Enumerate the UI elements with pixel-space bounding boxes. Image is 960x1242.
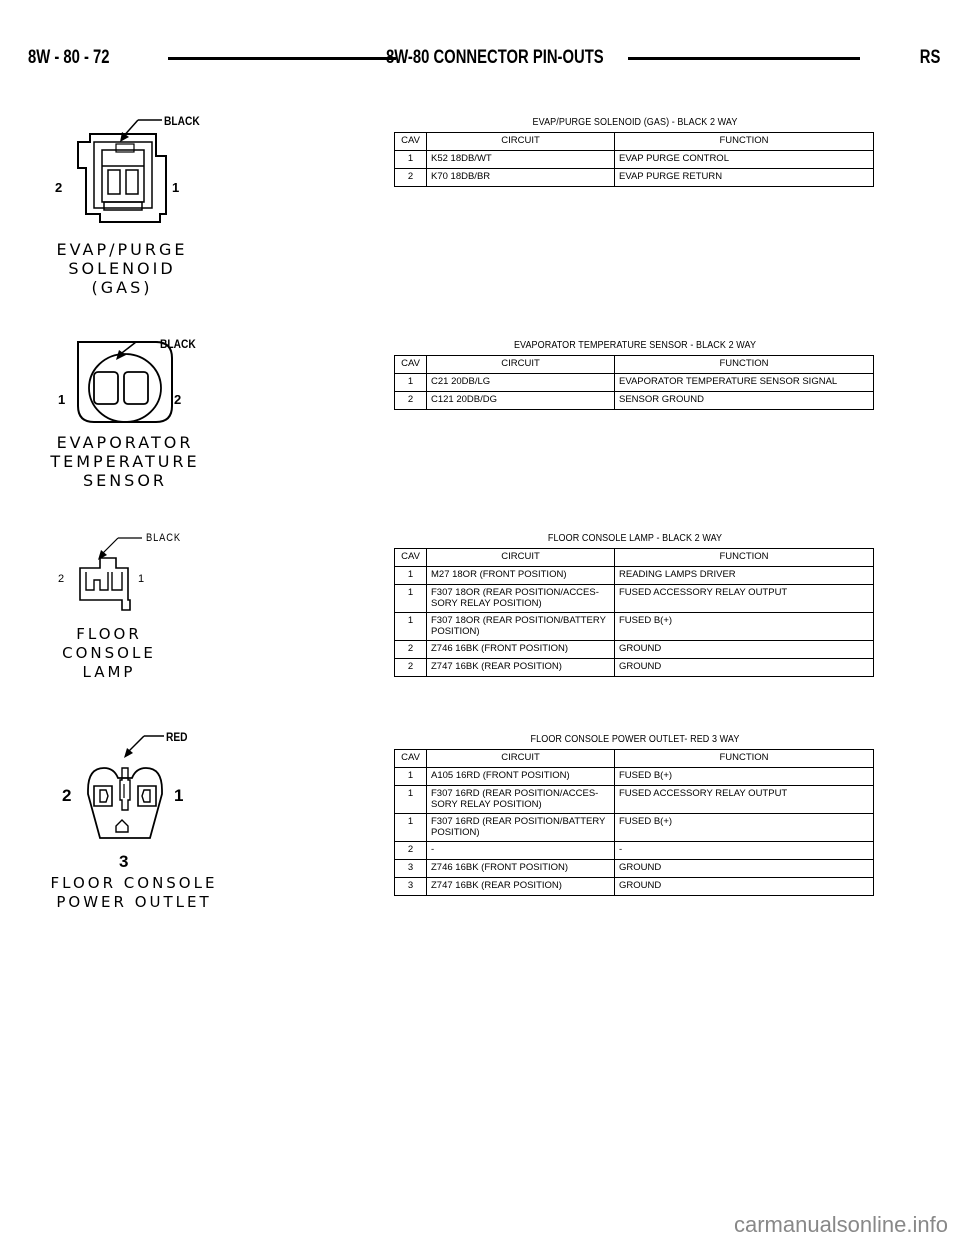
col-cav: CAV — [395, 133, 427, 151]
table-header-row — [395, 133, 874, 151]
header-rule-left — [168, 57, 396, 60]
cav-cell: 3 — [395, 878, 427, 896]
color-label: BLACK — [160, 337, 196, 351]
cav-cell: 3 — [395, 860, 427, 878]
table-row — [395, 169, 874, 187]
pin-label: 1 — [174, 786, 184, 805]
circuit-cell: A105 16RD (FRONT POSITION) — [427, 768, 615, 786]
evap-purge-connector-drawing — [60, 110, 210, 240]
drawing-label-line: (GAS) — [91, 278, 153, 297]
circuit-cell: Z747 16BK (REAR POSITION) — [427, 659, 615, 677]
col-cav: CAV — [395, 549, 427, 567]
drawing-label-line: EVAPORATOR — [56, 433, 194, 452]
pin-label: 3 — [119, 852, 129, 871]
circuit-cell: C21 20DB/LG — [427, 374, 615, 392]
function-cell: EVAP PURGE RETURN — [615, 169, 874, 187]
connector-title: EVAP/PURGE SOLENOID (GAS) - BLACK 2 WAY — [532, 117, 738, 128]
cav-cell: 1 — [395, 585, 427, 613]
cav-cell: 1 — [395, 786, 427, 814]
function-cell: GROUND — [615, 860, 874, 878]
function-cell: EVAPORATOR TEMPERATURE SENSOR SIGNAL — [615, 374, 874, 392]
pin-label: 1 — [58, 392, 66, 407]
table-header-row — [395, 750, 874, 768]
connector-title: FLOOR CONSOLE LAMP - BLACK 2 WAY — [547, 533, 723, 544]
table-row — [395, 659, 874, 677]
pin-label: 1 — [172, 180, 180, 195]
section-title: 8W-80 CONNECTOR PIN-OUTS — [386, 47, 604, 68]
function-cell: FUSED ACCESSORY RELAY OUTPUT — [615, 786, 874, 814]
col-function: FUNCTION — [615, 549, 874, 567]
circuit-cell: K70 18DB/BR — [427, 169, 615, 187]
col-circuit: CIRCUIT — [427, 549, 615, 567]
table-row — [395, 585, 874, 613]
floor-console-power-outlet-drawing — [60, 728, 210, 858]
col-function: FUNCTION — [615, 750, 874, 768]
drawing-label-line: SENSOR — [82, 471, 168, 490]
function-cell: EVAP PURGE CONTROL — [615, 151, 874, 169]
cav-cell: 2 — [395, 169, 427, 187]
col-circuit: CIRCUIT — [427, 133, 615, 151]
cav-cell: 2 — [395, 392, 427, 410]
function-cell: FUSED B(+) — [615, 814, 874, 842]
table-row — [395, 814, 874, 842]
drawing-label — [44, 874, 224, 912]
circuit-cell: F307 16RD (REAR POSITION/ACCES- SORY RELAY POSITION) — [427, 786, 615, 814]
pinout-table — [394, 355, 874, 410]
circuit-cell: C121 20DB/DG — [427, 392, 615, 410]
cav-cell: 2 — [395, 641, 427, 659]
pin-label: 2 — [55, 180, 63, 195]
drawing-label-line: FLOOR — [76, 625, 142, 643]
table-row — [395, 641, 874, 659]
col-function: FUNCTION — [615, 356, 874, 374]
drawing-label — [52, 240, 192, 297]
drawing-label-line: SOLENOID — [68, 259, 176, 278]
cav-cell: 1 — [395, 613, 427, 641]
function-cell: FUSED B(+) — [615, 613, 874, 641]
drawing-label-line: CONSOLE — [62, 644, 156, 662]
table-header-row — [395, 356, 874, 374]
pin-label: 2 — [62, 786, 72, 805]
model-code: RS — [919, 47, 940, 68]
drawing-label-line: EVAP/PURGE — [56, 240, 188, 259]
table-header-row — [395, 549, 874, 567]
connector-title: EVAPORATOR TEMPERATURE SENSOR - BLACK 2 WAY — [513, 340, 757, 351]
circuit-cell: F307 18OR (REAR POSITION/ACCES- SORY RELAY POSITION) — [427, 585, 615, 613]
circuit-cell: F307 16RD (REAR POSITION/BATTERY POSITION) — [427, 814, 615, 842]
col-cav: CAV — [395, 356, 427, 374]
col-circuit: CIRCUIT — [427, 750, 615, 768]
pin-label: 2 — [58, 573, 65, 585]
circuit-cell: Z746 16BK (FRONT POSITION) — [427, 860, 615, 878]
cav-cell: 1 — [395, 567, 427, 585]
col-function: FUNCTION — [615, 133, 874, 151]
cav-cell: 1 — [395, 374, 427, 392]
drawing-label-line: POWER OUTLET — [56, 893, 212, 911]
cav-cell: 1 — [395, 151, 427, 169]
floor-console-lamp-drawing — [60, 528, 210, 618]
pinout-table — [394, 548, 874, 677]
cav-cell: 2 — [395, 659, 427, 677]
watermark: carmanualsonline.info — [733, 1212, 948, 1237]
table-row — [395, 768, 874, 786]
circuit-cell: F307 18OR (REAR POSITION/BATTERY POSITION) — [427, 613, 615, 641]
cav-cell: 1 — [395, 768, 427, 786]
table-row — [395, 567, 874, 585]
table-row — [395, 374, 874, 392]
header-rule-right — [628, 57, 860, 60]
circuit-cell: M27 18OR (FRONT POSITION) — [427, 567, 615, 585]
drawing-label-line: FLOOR CONSOLE — [50, 874, 218, 892]
cav-cell: 1 — [395, 814, 427, 842]
function-cell: SENSOR GROUND — [615, 392, 874, 410]
drawing-label-line: TEMPERATURE — [50, 452, 200, 471]
circuit-cell: - — [427, 842, 615, 860]
page-number: 8W - 80 - 72 — [28, 47, 110, 68]
color-label: BLACK — [164, 114, 200, 128]
color-label: BLACK — [146, 532, 181, 544]
function-cell: - — [615, 842, 874, 860]
pin-label: 2 — [174, 392, 182, 407]
col-cav: CAV — [395, 750, 427, 768]
function-cell: FUSED B(+) — [615, 768, 874, 786]
function-cell: GROUND — [615, 878, 874, 896]
drawing-label — [50, 433, 200, 490]
page-header — [28, 47, 940, 71]
pinout-table — [394, 749, 874, 896]
pin-label: 1 — [138, 573, 145, 585]
pinout-table — [394, 132, 874, 187]
circuit-cell: Z747 16BK (REAR POSITION) — [427, 878, 615, 896]
cav-cell: 2 — [395, 842, 427, 860]
connector-title: FLOOR CONSOLE POWER OUTLET- RED 3 WAY — [530, 734, 740, 745]
drawing-label-line: LAMP — [82, 663, 136, 681]
table-row — [395, 842, 874, 860]
circuit-cell: Z746 16BK (FRONT POSITION) — [427, 641, 615, 659]
col-circuit: CIRCUIT — [427, 356, 615, 374]
function-cell: GROUND — [615, 659, 874, 677]
table-row — [395, 878, 874, 896]
table-row — [395, 613, 874, 641]
drawing-label — [44, 625, 174, 682]
function-cell: FUSED ACCESSORY RELAY OUTPUT — [615, 585, 874, 613]
table-row — [395, 151, 874, 169]
function-cell: READING LAMPS DRIVER — [615, 567, 874, 585]
table-row — [395, 392, 874, 410]
table-row — [395, 786, 874, 814]
function-cell: GROUND — [615, 641, 874, 659]
table-row — [395, 860, 874, 878]
circuit-cell: K52 18DB/WT — [427, 151, 615, 169]
color-label: RED — [166, 730, 188, 744]
